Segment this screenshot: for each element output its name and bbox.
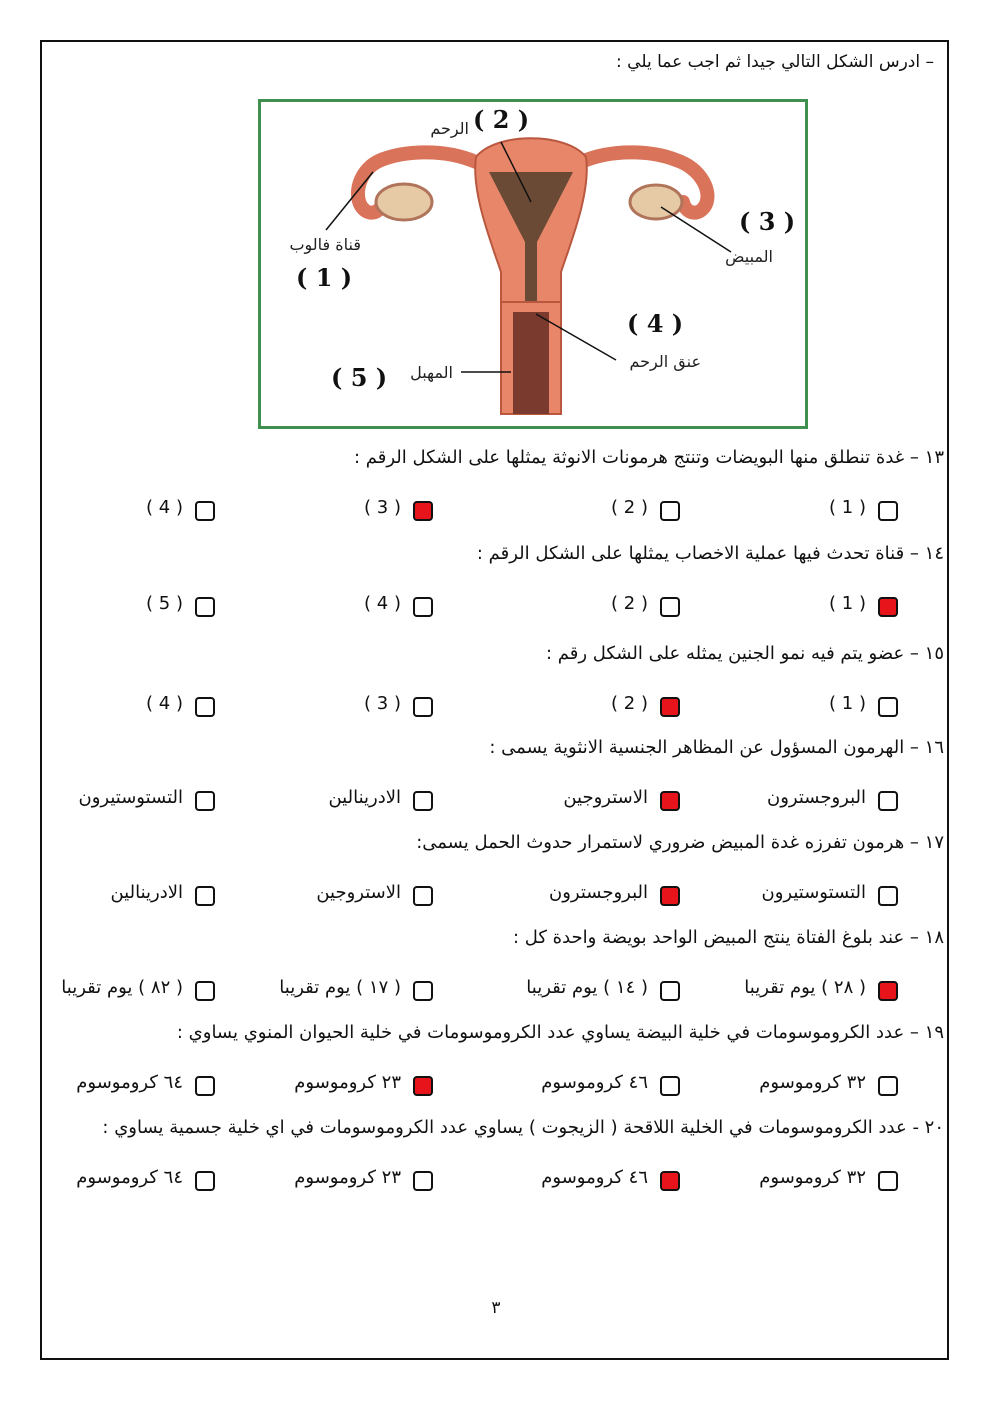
label-vagina: المهبل bbox=[410, 363, 453, 382]
q19-option-2-label: ٤٦ كروموسوم bbox=[541, 1072, 648, 1093]
question-16-text: ١٦ – الهرمون المسؤول عن المظاهر الجنسية الانثوية يسمى : bbox=[489, 737, 944, 758]
q19-option-1-label: ٣٢ كروموسوم bbox=[759, 1072, 866, 1093]
q17-option-3-checkbox[interactable] bbox=[413, 886, 433, 906]
q20-option-1-checkbox[interactable] bbox=[878, 1171, 898, 1191]
q20-option-3-label: ٢٣ كروموسوم bbox=[294, 1167, 401, 1188]
q19-option-2-checkbox[interactable] bbox=[660, 1076, 680, 1096]
q14-option-4-checkbox[interactable] bbox=[195, 597, 215, 617]
q17-option-1-label: التستوستيرون bbox=[761, 882, 866, 903]
q18-option-4-checkbox[interactable] bbox=[195, 981, 215, 1001]
q17-option-1-checkbox[interactable] bbox=[878, 886, 898, 906]
q16-option-4-checkbox[interactable] bbox=[195, 791, 215, 811]
question-20-text: ٢٠ - عدد الكروموسومات في الخلية اللاقحة ( الزيجوت ) يساوي عدد الكروموسومات في اي خلية جسمية يساوي : bbox=[102, 1117, 944, 1138]
question-15-text: ١٥ – عضو يتم فيه نمو الجنين يمثله على الشكل رقم : bbox=[545, 643, 944, 664]
left-ovary bbox=[376, 184, 432, 220]
label-fallopian: قناة فالوب bbox=[289, 235, 361, 254]
q15-option-3-checkbox[interactable] bbox=[413, 697, 433, 717]
number-2: ( 2 ) bbox=[473, 105, 530, 134]
q13-option-1-label: ( 1 ) bbox=[829, 497, 866, 518]
q19-option-3-label: ٢٣ كروموسوم bbox=[294, 1072, 401, 1093]
q20-option-4-checkbox[interactable] bbox=[195, 1171, 215, 1191]
q19-option-4-checkbox[interactable] bbox=[195, 1076, 215, 1096]
q14-option-2-label: ( 2 ) bbox=[611, 593, 648, 614]
q17-option-2-checkbox[interactable] bbox=[660, 886, 680, 906]
q18-option-4-label: ( ٨٢ ) يوم تقريبا bbox=[61, 977, 183, 998]
q13-option-2-label: ( 2 ) bbox=[611, 497, 648, 518]
q20-option-4-label: ٦٤ كروموسوم bbox=[76, 1167, 183, 1188]
question-14-text: ١٤ – قناة تحدث فيها عملية الاخصاب يمثلها على الشكل الرقم : bbox=[476, 543, 944, 564]
intro-text: – ادرس الشكل التالي جيدا ثم اجب عما يلي : bbox=[616, 52, 934, 72]
question-19-text: ١٩ – عدد الكروموسومات في خلية البيضة يساوي عدد الكروموسومات في خلية الحيوان المنوي يساوي : bbox=[176, 1022, 944, 1043]
q18-option-3-checkbox[interactable] bbox=[413, 981, 433, 1001]
q14-option-1-label: ( 1 ) bbox=[829, 593, 866, 614]
question-17-text: ١٧ – هرمون تفرزه غدة المبيض ضروري لاستمرار حدوث الحمل يسمى: bbox=[416, 832, 944, 853]
q17-option-4-checkbox[interactable] bbox=[195, 886, 215, 906]
q15-option-1-checkbox[interactable] bbox=[878, 697, 898, 717]
q18-option-2-label: ( ١٤ ) يوم تقريبا bbox=[526, 977, 648, 998]
q13-option-4-label: ( 4 ) bbox=[146, 497, 183, 518]
q20-option-2-label: ٤٦ كروموسوم bbox=[541, 1167, 648, 1188]
q17-option-3-label: الاستروجين bbox=[316, 882, 401, 903]
q15-option-3-label: ( 3 ) bbox=[364, 693, 401, 714]
q16-option-2-label: الاستروجين bbox=[563, 787, 648, 808]
q15-option-4-label: ( 4 ) bbox=[146, 693, 183, 714]
q18-option-1-checkbox[interactable] bbox=[878, 981, 898, 1001]
q15-option-4-checkbox[interactable] bbox=[195, 697, 215, 717]
q13-option-3-checkbox[interactable] bbox=[413, 501, 433, 521]
q14-option-3-checkbox[interactable] bbox=[413, 597, 433, 617]
q14-option-3-label: ( 4 ) bbox=[364, 593, 401, 614]
reproductive-diagram bbox=[261, 102, 805, 426]
label-cervix: عنق الرحم bbox=[629, 352, 701, 371]
q18-option-3-label: ( ١٧ ) يوم تقريبا bbox=[279, 977, 401, 998]
q15-option-2-label: ( 2 ) bbox=[611, 693, 648, 714]
q13-option-3-label: ( 3 ) bbox=[364, 497, 401, 518]
number-5: ( 5 ) bbox=[331, 363, 388, 392]
page-number: ٣ bbox=[491, 1298, 501, 1318]
q16-option-3-checkbox[interactable] bbox=[413, 791, 433, 811]
q15-option-1-label: ( 1 ) bbox=[829, 693, 866, 714]
number-4: ( 4 ) bbox=[627, 309, 684, 338]
question-18-text: ١٨ – عند بلوغ الفتاة ينتج المبيض الواحد بويضة واحدة كل : bbox=[512, 927, 944, 948]
q19-option-1-checkbox[interactable] bbox=[878, 1076, 898, 1096]
q20-option-2-checkbox[interactable] bbox=[660, 1171, 680, 1191]
question-13-text: ١٣ – غدة تنطلق منها البويضات وتنتج هرمونات الانوثة يمثلها على الشكل الرقم : bbox=[353, 447, 944, 468]
q18-option-2-checkbox[interactable] bbox=[660, 981, 680, 1001]
q16-option-1-label: البروجسترون bbox=[767, 787, 866, 808]
q13-option-2-checkbox[interactable] bbox=[660, 501, 680, 521]
q16-option-3-label: الادرينالين bbox=[328, 787, 401, 808]
q14-option-4-label: ( 5 ) bbox=[146, 593, 183, 614]
q14-option-2-checkbox[interactable] bbox=[660, 597, 680, 617]
label-ovary: المبيض bbox=[725, 247, 773, 266]
q20-option-1-label: ٣٢ كروموسوم bbox=[759, 1167, 866, 1188]
q20-option-3-checkbox[interactable] bbox=[413, 1171, 433, 1191]
q14-option-1-checkbox[interactable] bbox=[878, 597, 898, 617]
vaginal-canal bbox=[513, 312, 549, 414]
q16-option-1-checkbox[interactable] bbox=[878, 791, 898, 811]
right-ovary bbox=[630, 185, 682, 219]
number-1: ( 1 ) bbox=[296, 263, 353, 292]
q16-option-2-checkbox[interactable] bbox=[660, 791, 680, 811]
number-3: ( 3 ) bbox=[739, 207, 796, 236]
label-uterus: الرحم bbox=[430, 119, 469, 138]
q13-option-4-checkbox[interactable] bbox=[195, 501, 215, 521]
q19-option-3-checkbox[interactable] bbox=[413, 1076, 433, 1096]
q19-option-4-label: ٦٤ كروموسوم bbox=[76, 1072, 183, 1093]
q18-option-1-label: ( ٢٨ ) يوم تقريبا bbox=[744, 977, 866, 998]
q16-option-4-label: التستوستيرون bbox=[78, 787, 183, 808]
reproductive-system-figure bbox=[258, 99, 808, 429]
q17-option-2-label: البروجسترون bbox=[549, 882, 648, 903]
q13-option-1-checkbox[interactable] bbox=[878, 501, 898, 521]
q17-option-4-label: الادرينالين bbox=[110, 882, 183, 903]
q15-option-2-checkbox[interactable] bbox=[660, 697, 680, 717]
